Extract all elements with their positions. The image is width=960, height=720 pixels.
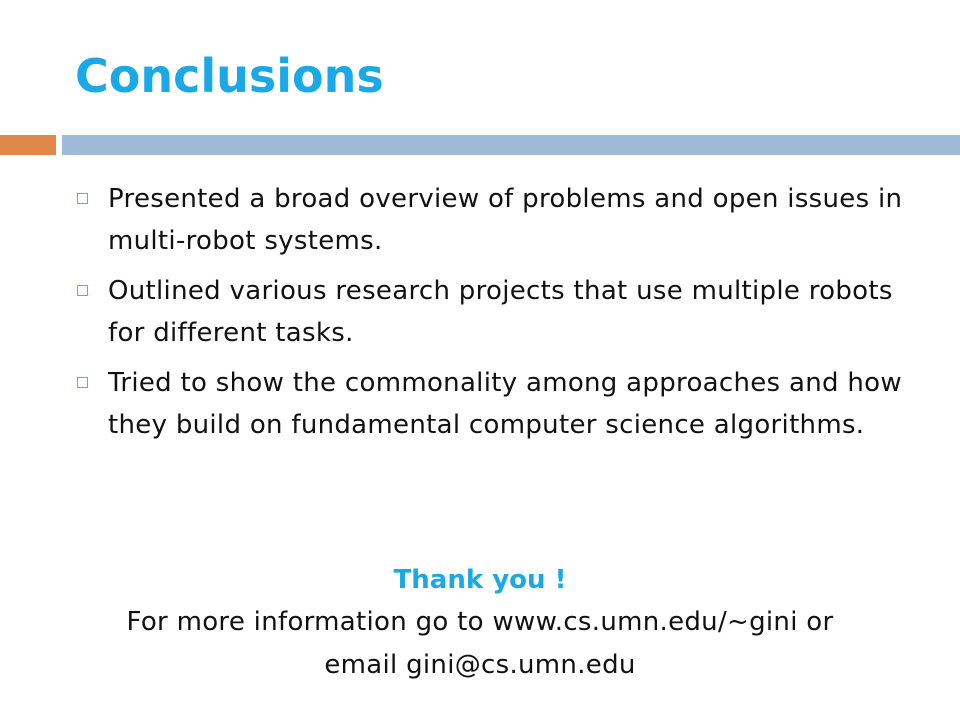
bullet-item bbox=[71, 178, 911, 262]
thank-you-text: Thank you ! bbox=[393, 565, 567, 595]
info-line: For more information go to www.cs.umn.edu/~gini or bbox=[126, 607, 834, 637]
bullet-text: Presented a broad overview of problems and open issues in multi-robot systems. bbox=[108, 184, 903, 256]
bullet-item bbox=[71, 270, 911, 354]
title-divider-bar bbox=[62, 135, 960, 155]
bullet-text: Outlined various research projects that use multiple robots for different tasks. bbox=[108, 276, 893, 348]
bullet-list bbox=[71, 178, 911, 454]
square-bullet-icon bbox=[77, 377, 88, 388]
bullet-item bbox=[71, 362, 911, 446]
slide-title: Conclusions bbox=[75, 49, 384, 103]
title-accent-bar bbox=[0, 135, 56, 155]
contact-line: email gini@cs.umn.edu bbox=[324, 650, 636, 680]
bullet-text: Tried to show the commonality among approaches and how they build on fundamental computer science algorithms. bbox=[108, 368, 902, 440]
closing-message bbox=[0, 559, 960, 687]
square-bullet-icon bbox=[77, 193, 88, 204]
square-bullet-icon bbox=[77, 285, 88, 296]
